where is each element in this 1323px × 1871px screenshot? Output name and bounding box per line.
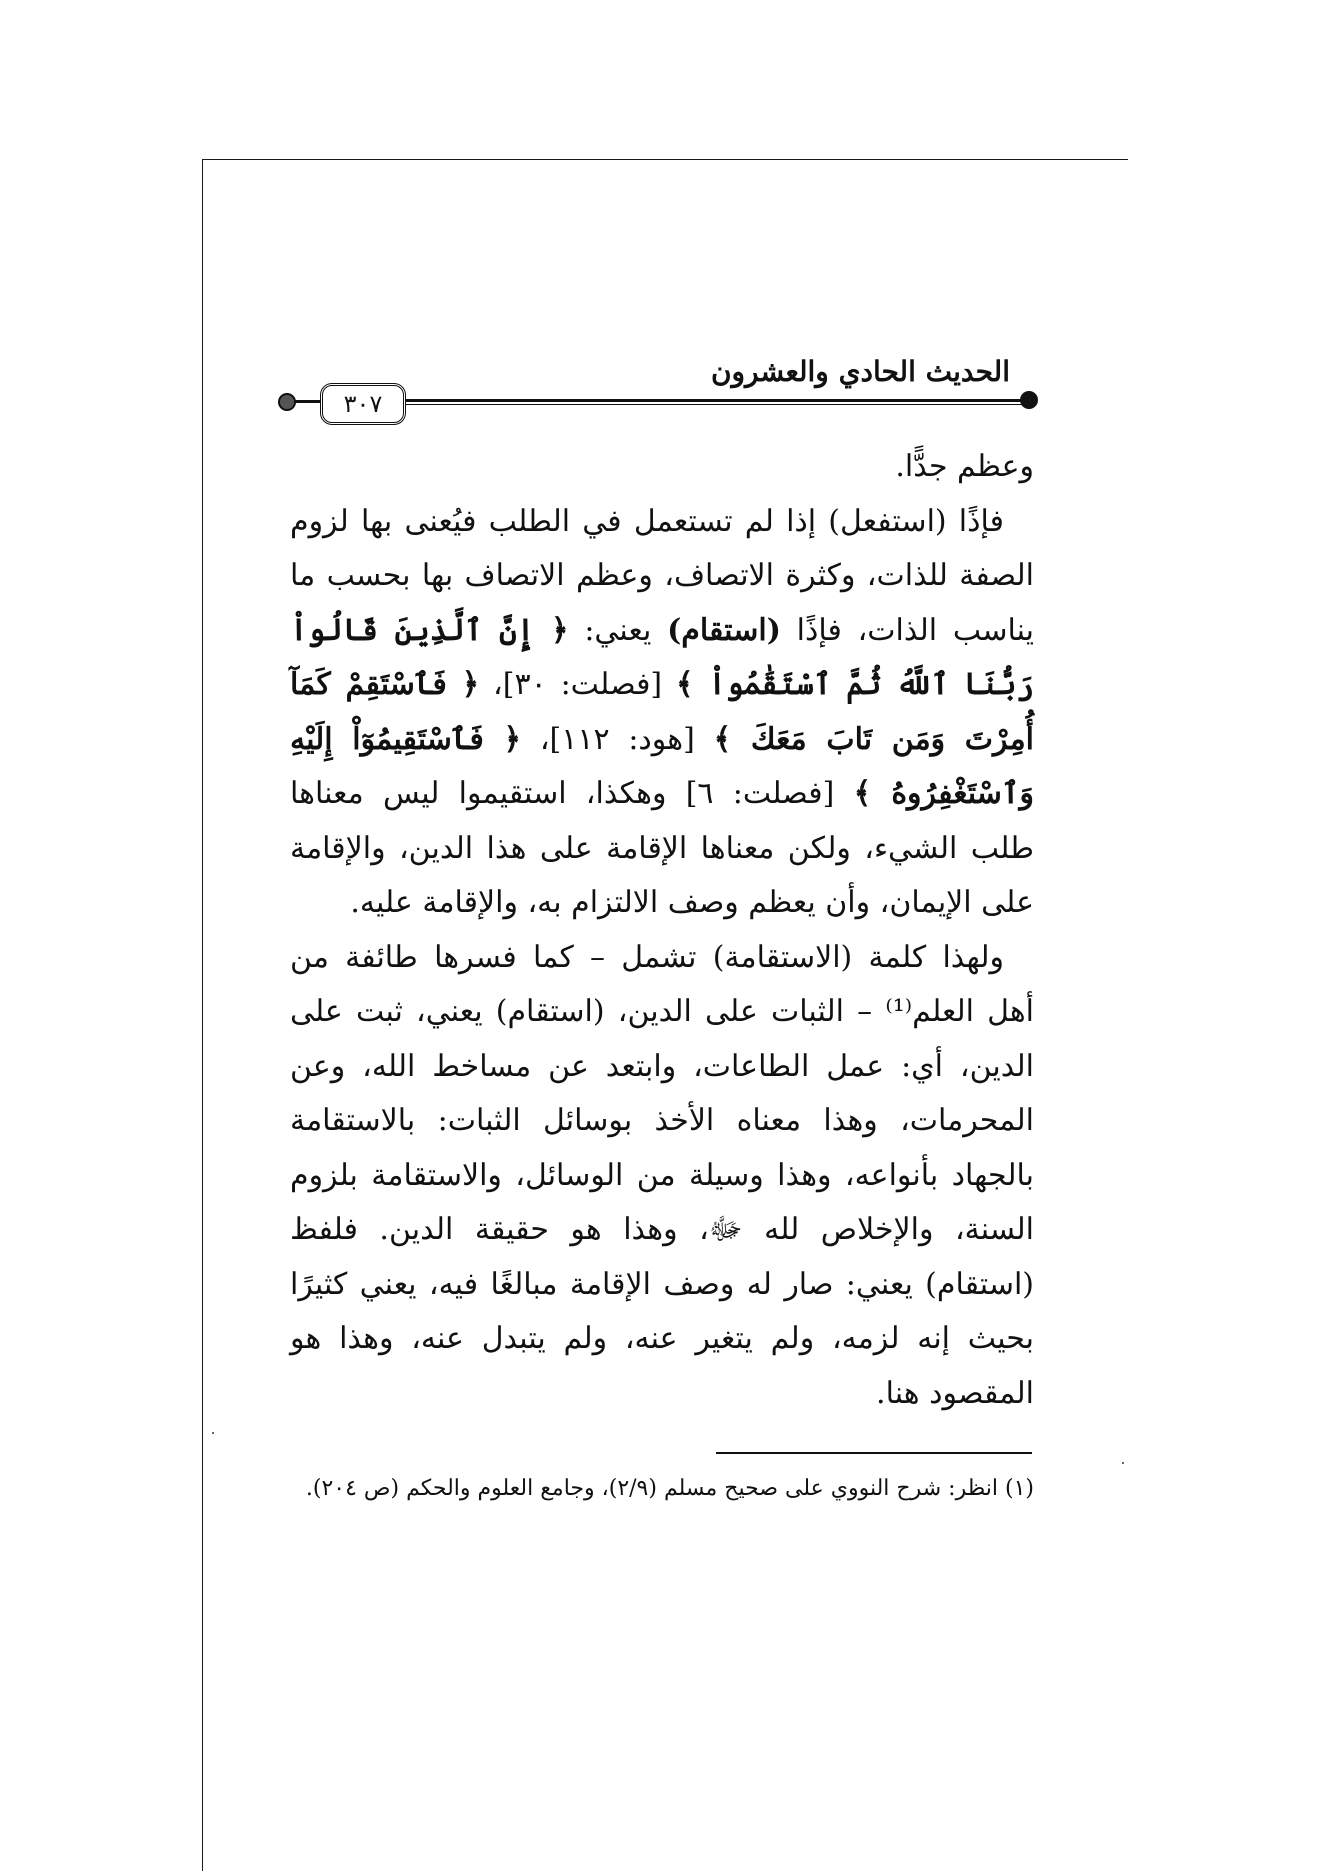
quran-verse-fussilat-6: ﴿ فَٱسْتَقِيمُوٓاْ إِلَيْهِ وَٱسْتَغْفِرُوهُ ﴾ <box>290 721 1034 811</box>
paragraph-2 <box>290 495 1034 931</box>
scan-frame-left <box>202 159 203 1871</box>
main-text <box>290 440 1034 1421</box>
header-rule <box>406 399 1022 402</box>
scan-frame-top <box>202 159 1128 160</box>
header-rule-thin <box>406 404 1022 405</box>
chapter-title: الحديث الحادي والعشرون <box>710 355 1010 388</box>
quran-verse-fussilat-30: ﴿ إِنَّ ٱلَّذِينَ قَالُواْ رَبُّنَا ٱللَّهُ ثُمَّ ٱسْتَقَٰمُواْ ﴾ <box>290 612 1034 702</box>
paragraph-1: وعظم جدًّا. <box>895 449 1034 484</box>
scan-speck <box>1122 1462 1124 1464</box>
footnote-1: (١) انظر: شرح النووي على صحيح مسلم (٢/٩)، وجامع العلوم والحكم (ص ٢٠٤). <box>305 1476 1034 1501</box>
running-header <box>276 355 1038 429</box>
footnote-separator <box>716 1452 1032 1454</box>
page-number: ٣٠٧ <box>320 383 406 425</box>
page-number-ornament <box>276 393 320 409</box>
paragraph-2-text-f: [فصلت: ٦] وهكذا، استقيموا ليس معناها طلب الشيء، ولكن معناها الإقامة على هذا الدين، والإقامة على الإيمان، وأن يعظم وصف الالتزام به، والإقامة عليه. <box>290 776 1034 920</box>
quran-verse-hud-112: ﴿ فَٱسْتَقِمْ كَمَآ أُمِرْتَ وَمَن تَابَ مَعَكَ ﴾ <box>290 667 1035 757</box>
verse-ref-hud-112: [هود: ١١٢]، <box>521 721 714 757</box>
paragraph-2-text-c: يعني: <box>568 612 668 648</box>
paragraph-2-text-a: فإذًا (استفعل) إذا لم تستعمل في الطلب فيُعنى بها لزوم الصفة للذات، وكثرة الاتصاف، وعظم الاتصاف بها بحسب ما يناسب الذات، فإذًا <box>290 503 1034 648</box>
verse-ref-fussilat-30: [فصلت: ٣٠]، <box>479 667 677 702</box>
term-istaqama: (استقام) <box>667 612 781 648</box>
scan-speck <box>212 1432 214 1434</box>
header-bullet <box>1020 391 1038 409</box>
paragraph-3: ولهذا كلمة (الاستقامة) تشمل – كما فسرها طائفة من أهل العلم⁽¹⁾ – الثبات على الدين، (استقام) يعني، ثبت على الدين، أي: عمل الطاعات، وابتعد عن مساخط الله، وعن المحرمات، وهذا معناه الأخذ بوسائل الثبات: بالاستقامة بالجهاد بأنواعه، وهذا وسيلة من الوسائل، والاستقامة بلزوم السنة، والإخلاص لله ﷻ، وهذا هو حقيقة الدين. فلفظ (استقام) يعني: صار له وصف الإقامة مبالغًا فيه، يعني كثيرًا بحيث إنه لزمه، ولم يتغير عنه، ولم يتبدل عنه، وهذا هو المقصود هنا. <box>290 939 1034 1411</box>
ornament-bar <box>294 400 320 403</box>
